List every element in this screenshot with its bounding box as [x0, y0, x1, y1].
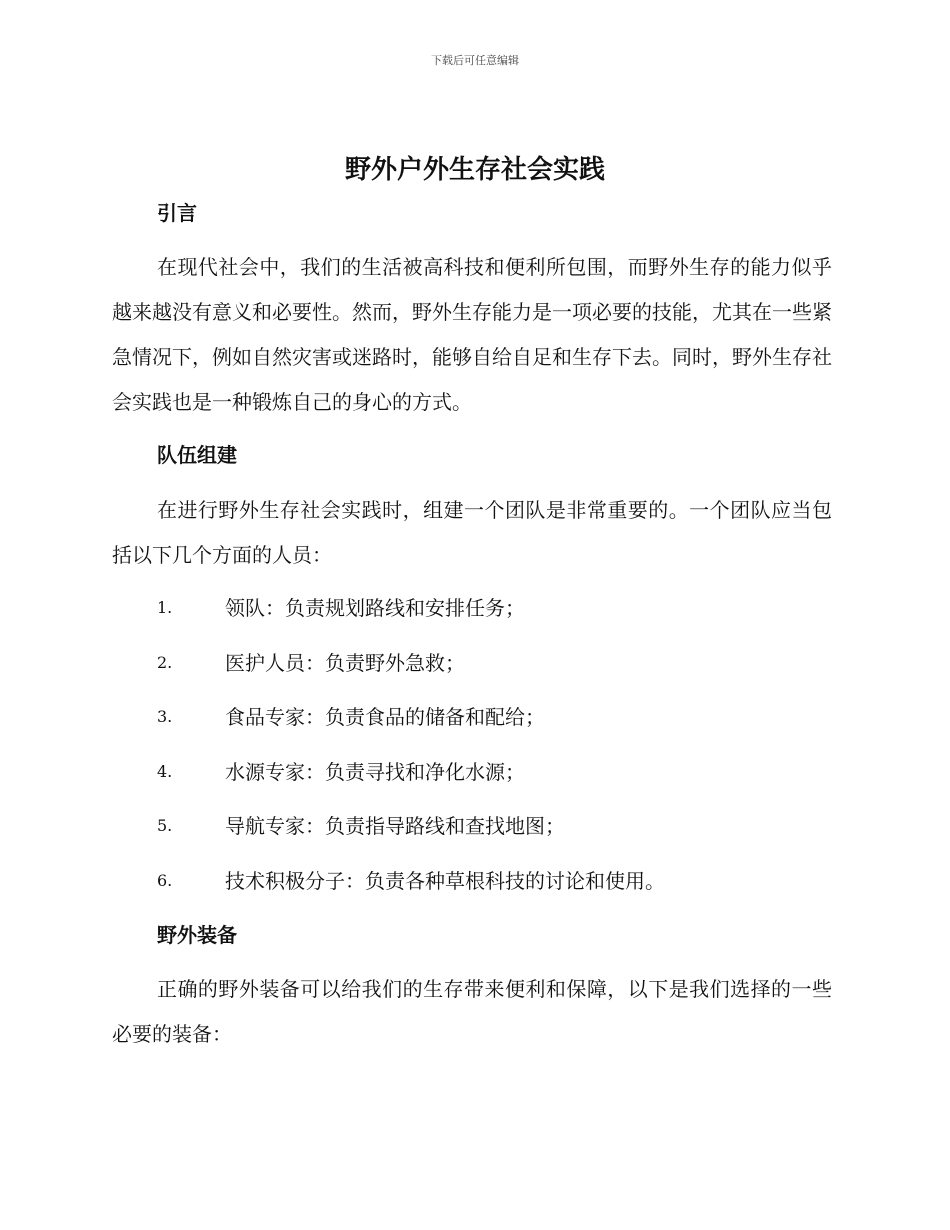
list-item-text: 领队：负责规划路线和安排任务；: [225, 596, 525, 620]
section-heading-equipment: 野外装备: [157, 923, 237, 947]
list-item-text: 导航专家：负责指导路线和查找地图；: [225, 814, 565, 839]
list-item-number: 2.: [157, 652, 173, 672]
list-item: [0, 758, 950, 813]
team-roles-list: [0, 594, 950, 922]
section-heading-team: 队伍组建: [157, 443, 237, 467]
section-heading-intro: 引言: [157, 201, 197, 225]
list-item-text: 食品专家：负责食品的储备和配给；: [225, 705, 545, 730]
list-item: [0, 649, 950, 704]
header-note: 下载后可任意编辑: [431, 54, 519, 67]
list-item: [0, 812, 950, 867]
list-item: [0, 703, 950, 758]
section-paragraph-intro: 在现代社会中，我们的生活被高科技和便利所包围，而野外生存的能力似乎越来越没有意义和必要性。然而，野外生存能力是一项必要的技能，尤其在一些紧急情况下，例如自然灾害或迷路时，能够自给自足和生存下去。同时，野外生存社会实践也是一种锻炼自己的身心的方式。: [112, 255, 832, 414]
section-paragraph-equipment: 正确的野外装备可以给我们的生存带来便利和保障，以下是我们选择的一些必要的装备：: [112, 977, 832, 1046]
list-item-number: 4.: [157, 761, 173, 781]
section-paragraph-team: 在进行野外生存社会实践时，组建一个团队是非常重要的。一个团队应当包括以下几个方面的人员：: [112, 498, 832, 567]
list-item-number: 6.: [157, 870, 173, 890]
list-item-number: 3.: [157, 707, 173, 727]
list-item-text: 医护人员：负责野外急救；: [225, 650, 465, 675]
list-item-text: 技术积极分子：负责各种草根科技的讨论和使用。: [225, 868, 665, 893]
list-item: [0, 594, 950, 649]
list-item: [0, 867, 950, 922]
list-item-number: 1.: [157, 598, 173, 617]
list-item-number: 5.: [157, 816, 173, 836]
list-item-text: 水源专家：负责寻找和净化水源；: [225, 759, 525, 784]
page-title: 野外户外生存社会实践: [344, 155, 605, 185]
